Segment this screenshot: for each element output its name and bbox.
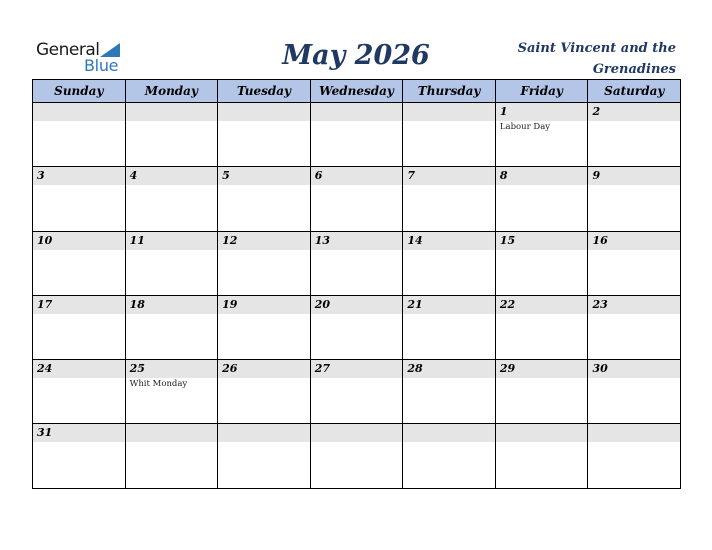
day-number: 15 (499, 233, 516, 247)
day-cell[interactable] (218, 424, 311, 488)
logo-text-blue: Blue (84, 56, 119, 75)
day-number-band (496, 167, 588, 185)
calendar-week-row (33, 424, 680, 488)
day-number-band (33, 167, 125, 185)
day-cell[interactable] (311, 296, 404, 359)
day-number: 5 (222, 169, 230, 183)
day-cell[interactable] (311, 360, 404, 423)
day-cell[interactable] (126, 167, 219, 230)
day-number-band (126, 103, 218, 121)
day-number-band (403, 424, 495, 442)
day-number: 16 (592, 233, 608, 247)
day-number: 28 (407, 362, 423, 376)
day-number-band (311, 103, 403, 121)
calendar-grid (32, 79, 681, 489)
day-number: 27 (314, 362, 331, 376)
day-number: 6 (314, 169, 323, 183)
day-cell[interactable] (311, 167, 404, 230)
day-number: 10 (37, 233, 53, 247)
day-number-band (403, 103, 495, 121)
day-cell[interactable] (311, 103, 404, 166)
holiday-label: Whit Monday (129, 379, 188, 390)
day-number-band (126, 424, 218, 442)
day-number: 17 (37, 297, 53, 311)
day-cell[interactable] (496, 424, 589, 488)
day-cell[interactable] (588, 167, 680, 230)
day-cell[interactable] (218, 167, 311, 230)
calendar-weeks (33, 103, 680, 489)
day-cell[interactable] (126, 232, 219, 295)
day-cell[interactable] (403, 296, 496, 359)
day-number-band (588, 424, 680, 442)
day-cell[interactable] (588, 424, 680, 488)
weekday-saturday: Saturday (604, 84, 665, 98)
weekday-header (33, 80, 680, 103)
day-cell[interactable] (403, 424, 496, 488)
day-cell[interactable] (403, 232, 496, 295)
day-cell[interactable] (496, 103, 589, 166)
day-number: 9 (592, 169, 601, 183)
day-number: 11 (129, 233, 145, 247)
day-number: 29 (499, 362, 516, 376)
page-title: May 2026 (282, 40, 430, 71)
day-number: 23 (592, 297, 608, 311)
calendar-week-row (33, 103, 680, 167)
weekday-monday: Monday (126, 80, 219, 102)
day-number-band (588, 103, 680, 121)
day-number: 30 (592, 362, 608, 376)
day-number-band (218, 424, 310, 442)
day-number: 1 (499, 105, 508, 118)
day-cell[interactable] (33, 360, 126, 423)
day-cell[interactable] (126, 103, 219, 166)
day-number: 25 (129, 362, 145, 376)
day-number: 18 (129, 297, 145, 311)
day-number: 20 (314, 297, 331, 311)
day-cell[interactable] (218, 360, 311, 423)
day-number-band (403, 167, 495, 185)
logo-text-general: General (36, 40, 100, 60)
day-number: 14 (407, 233, 423, 247)
day-cell[interactable] (311, 232, 404, 295)
day-number: 4 (129, 169, 138, 183)
day-number: 8 (499, 169, 508, 183)
day-number-band (126, 167, 218, 185)
day-number: 22 (499, 297, 516, 311)
day-number-band (496, 424, 588, 442)
day-number: 2 (592, 105, 601, 118)
day-cell[interactable] (33, 103, 126, 166)
calendar-week-row (33, 360, 680, 424)
day-number: 12 (222, 233, 238, 247)
country-name: Saint Vincent and the Grenadines (517, 41, 676, 77)
calendar-week-row (33, 167, 680, 231)
day-number-band (588, 167, 680, 185)
day-cell[interactable] (496, 360, 589, 423)
weekday-tuesday: Tuesday (218, 80, 311, 102)
day-number: 24 (37, 362, 53, 376)
weekday-friday: Friday (496, 80, 589, 102)
day-number: 3 (37, 169, 45, 183)
day-number-band (311, 424, 403, 442)
day-cell[interactable] (126, 424, 219, 488)
day-number: 13 (314, 233, 331, 247)
day-number: 21 (407, 297, 423, 311)
day-cell[interactable] (588, 232, 680, 295)
day-cell[interactable] (311, 424, 404, 488)
weekday-wednesday: Wednesday (311, 80, 404, 102)
day-cell[interactable] (588, 296, 680, 359)
day-cell[interactable] (496, 167, 589, 230)
calendar-week-row (33, 296, 680, 360)
day-number: 19 (222, 297, 238, 311)
day-cell[interactable] (33, 424, 126, 488)
day-cell[interactable] (496, 296, 589, 359)
day-number-band (496, 103, 588, 121)
day-cell[interactable] (496, 232, 589, 295)
day-cell[interactable] (126, 296, 219, 359)
day-number-band (33, 103, 125, 121)
day-cell[interactable] (588, 103, 680, 166)
weekday-thursday: Thursday (403, 80, 496, 102)
day-cell[interactable] (403, 103, 496, 166)
day-number-band (311, 167, 403, 185)
calendar-week-row (33, 232, 680, 296)
weekday-sunday: Sunday (33, 80, 126, 102)
day-cell[interactable] (33, 232, 126, 295)
day-number-band (218, 103, 310, 121)
day-cell[interactable] (218, 103, 311, 166)
day-cell[interactable] (126, 360, 219, 423)
day-cell[interactable] (588, 360, 680, 423)
day-number: 31 (37, 426, 53, 440)
day-cell[interactable] (218, 296, 311, 359)
day-number: 7 (407, 169, 415, 183)
holiday-label: Labour Day (499, 122, 551, 132)
day-number: 26 (222, 362, 238, 376)
day-cell[interactable] (403, 167, 496, 230)
day-cell[interactable] (33, 167, 126, 230)
day-cell[interactable] (403, 360, 496, 423)
day-cell[interactable] (218, 232, 311, 295)
day-number-band (218, 167, 310, 185)
day-cell[interactable] (33, 296, 126, 359)
